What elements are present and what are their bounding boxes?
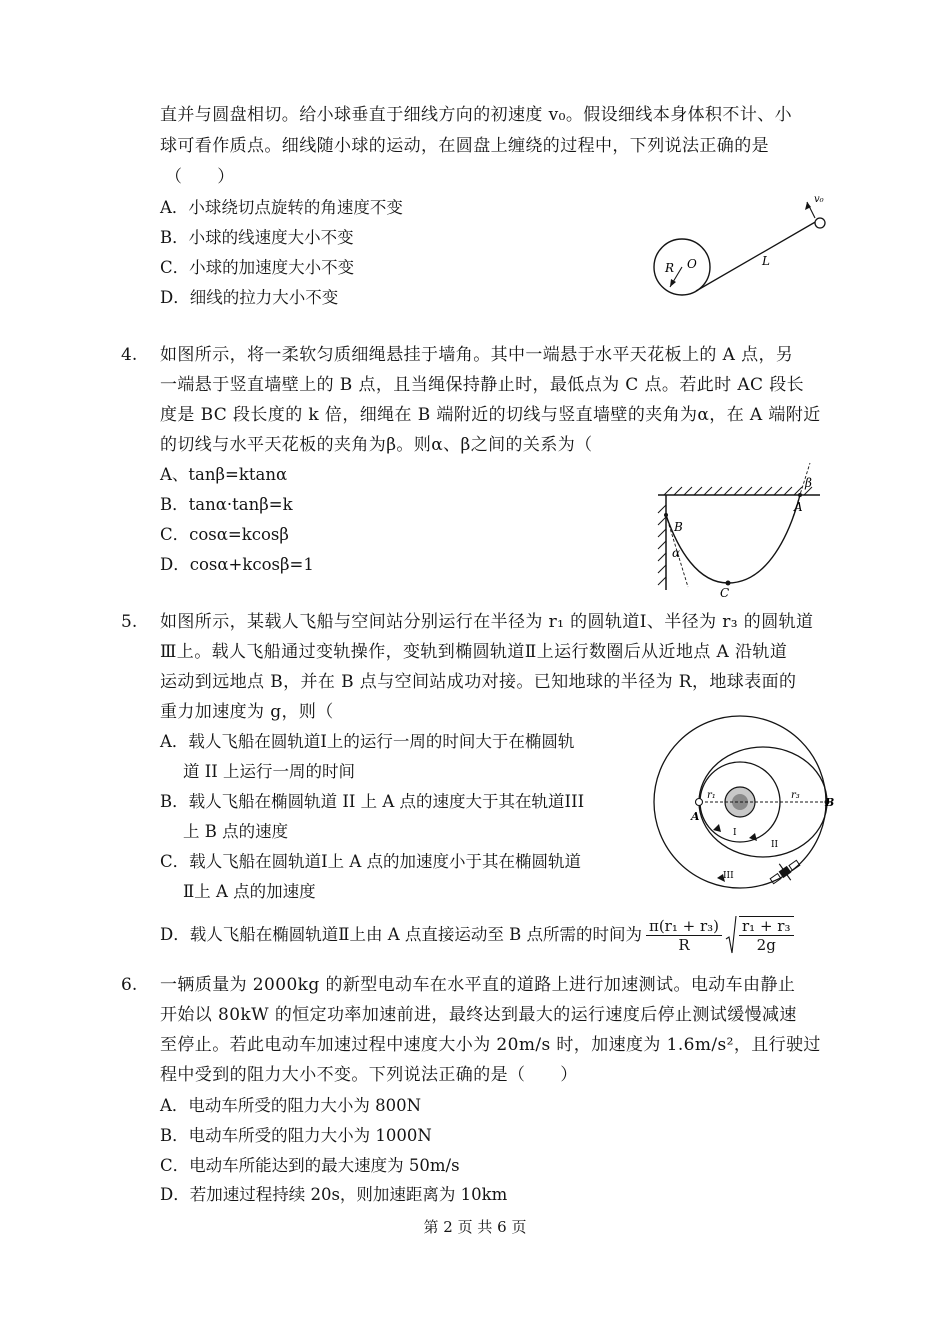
orbit-i-arrow — [713, 824, 721, 832]
q6-option-d: D．若加速过程持续 20s，则加速距离为 10km — [160, 1185, 508, 1204]
q4-line-1: 如图所示，将一柔软匀质细绳悬挂于墙角。其中一端悬于水平天花板上的 A 点，另 — [160, 345, 794, 365]
q5-option-b-2: 上 B 点的速度 — [183, 822, 289, 841]
point-a — [798, 493, 802, 497]
point-b — [664, 513, 668, 517]
l-label: L — [762, 254, 770, 268]
ball — [815, 218, 825, 228]
q6-option-b: B．电动车所受的阻力大小为 1000N — [160, 1126, 432, 1145]
sqrt-icon — [726, 915, 736, 955]
frac2-denominator: 2g — [756, 936, 776, 954]
r-label: R — [665, 261, 675, 275]
a-label: A — [691, 810, 700, 823]
alpha-label: α — [672, 546, 681, 560]
q5-option-d-frac2 — [739, 916, 793, 954]
q6-line-2: 开始以 80kW 的恒定功率加速前进，最终达到最大的运行速度后停止测试缓慢减速 — [160, 1005, 797, 1025]
radius-arrowhead — [670, 279, 676, 287]
q3-option-a: A．小球绕切点旋转的角速度不变 — [160, 198, 403, 217]
point-c — [726, 581, 731, 586]
q4-option-a: A、tanβ=ktanα — [160, 465, 288, 484]
string-line — [696, 221, 817, 291]
q5-line-3: 运动到远地点 B，并在 B 点与空间站成功对接。已知地球的半径为 R，地球表面的 — [160, 672, 797, 692]
beta-label: β — [805, 476, 812, 490]
q3-line-1: 直并与圆盘相切。给小球垂直于细线方向的初速度 v₀。假设细线本身体积不计、小 — [160, 105, 793, 125]
q5-option-a-2: 道 II 上运行一周的时间 — [183, 762, 356, 781]
q5-line-1: 如图所示，某载人飞船与空间站分别运行在半径为 r₁ 的圆轨道Ⅰ、半径为 r₃ 的圆轨道 — [160, 612, 814, 632]
r3-label: r₃ — [791, 790, 800, 801]
q3-option-d: D．细线的拉力大小不变 — [160, 288, 339, 307]
o-label: O — [687, 257, 697, 271]
q5-option-d-text: D．载人飞船在椭圆轨道Ⅱ上由 A 点直接运动至 B 点所需的时间为 — [160, 925, 642, 944]
q3-line-2: 球可看作质点。细线随小球的运动，在圆盘上缠绕的过程中，下列说法正确的是 — [160, 136, 769, 156]
q4-option-b: B．tanα·tanβ=k — [160, 495, 293, 514]
b-label: B — [825, 796, 835, 809]
q3-line-3: （ ） — [165, 167, 235, 187]
rope-curve — [666, 495, 800, 583]
q4-line-3: 度是 BC 段长度的 k 倍，细绳在 B 端附近的切线与竖直墙壁的夹角为α，在 A 端附近 — [160, 405, 821, 425]
b-label: B — [674, 520, 683, 534]
point-a-marker — [696, 799, 703, 806]
q5-line-4: 重力加速度为 g，则（ — [160, 702, 334, 722]
q6-option-a: A．电动车所受的阻力大小为 800N — [160, 1096, 422, 1115]
q5-line-2: Ⅲ上。载人飞船通过变轨操作，变轨到椭圆轨道Ⅱ上运行数圈后从近地点 A 沿轨道 — [160, 642, 788, 662]
q3-option-b: B．小球的线速度大小不变 — [160, 228, 354, 247]
q6-line-3: 至停止。若此电动车加速过程中速度大小为 20m/s 时，加速度为 1.6m/s²，且行驶过 — [160, 1035, 821, 1055]
q6-option-c: C．电动车所能达到的最大速度为 50m/s — [160, 1156, 460, 1175]
v0-label: v₀ — [814, 194, 824, 205]
q6-line-4: 程中受到的阻力大小不变。下列说法正确的是（ ） — [160, 1065, 578, 1085]
a-label: A — [794, 500, 803, 514]
r1-label: r₁ — [707, 790, 716, 801]
q5-option-a-1: A．载人飞船在圆轨道Ⅰ上的运行一周的时间大于在椭圆轨 — [160, 732, 575, 751]
q4-number: 4. — [121, 345, 138, 365]
frac1-denominator: R — [678, 935, 690, 954]
q5-orbit-figure — [655, 712, 835, 892]
q4-option-c: C．cosα=kcosβ — [160, 525, 289, 544]
orbit-i-label: I — [733, 828, 737, 838]
q6-number: 6. — [121, 975, 138, 995]
q5-option-c-1: C．载人飞船在圆轨道Ⅰ上 A 点的加速度小于其在椭圆轨道 — [160, 852, 582, 871]
q5-option-d — [160, 915, 794, 955]
c-label: C — [720, 586, 730, 600]
q4-rope-figure — [650, 455, 830, 600]
frac1-numerator: π(r₁ + r₃) — [646, 917, 722, 936]
q6-line-1: 一辆质量为 2000kg 的新型电动车在水平直的道路上进行加速测试。电动车由静止 — [160, 975, 796, 995]
q4-line-4: 的切线与水平天花板的夹角为β。则α、β之间的关系为（ — [160, 435, 593, 455]
orbit-iii-label: III — [723, 871, 734, 881]
space-station — [766, 855, 804, 890]
orbit-ii-label: II — [771, 840, 779, 850]
q4-line-2: 一端悬于竖直墙壁上的 B 点，且当绳保持静止时，最低点为 C 点。若此时 AC 段长 — [160, 375, 805, 395]
page-footer: 第 2 页 共 6 页 — [423, 1218, 527, 1236]
q3-disk-figure — [640, 190, 840, 305]
wall-hatch — [658, 505, 666, 585]
q5-option-d-frac1 — [646, 917, 722, 954]
q5-option-b-1: B．载人飞船在椭圆轨道 II 上 A 点的速度大于其在轨道III — [160, 792, 585, 811]
q4-option-d: D．cosα+kcosβ=1 — [160, 555, 314, 574]
q5-number: 5. — [121, 612, 138, 632]
q3-option-c: C．小球的加速度大小不变 — [160, 258, 355, 277]
ceiling-hatch — [664, 487, 812, 495]
q5-option-c-2: Ⅱ上 A 点的加速度 — [183, 882, 316, 901]
frac2-numerator: r₁ + r₃ — [739, 917, 793, 936]
